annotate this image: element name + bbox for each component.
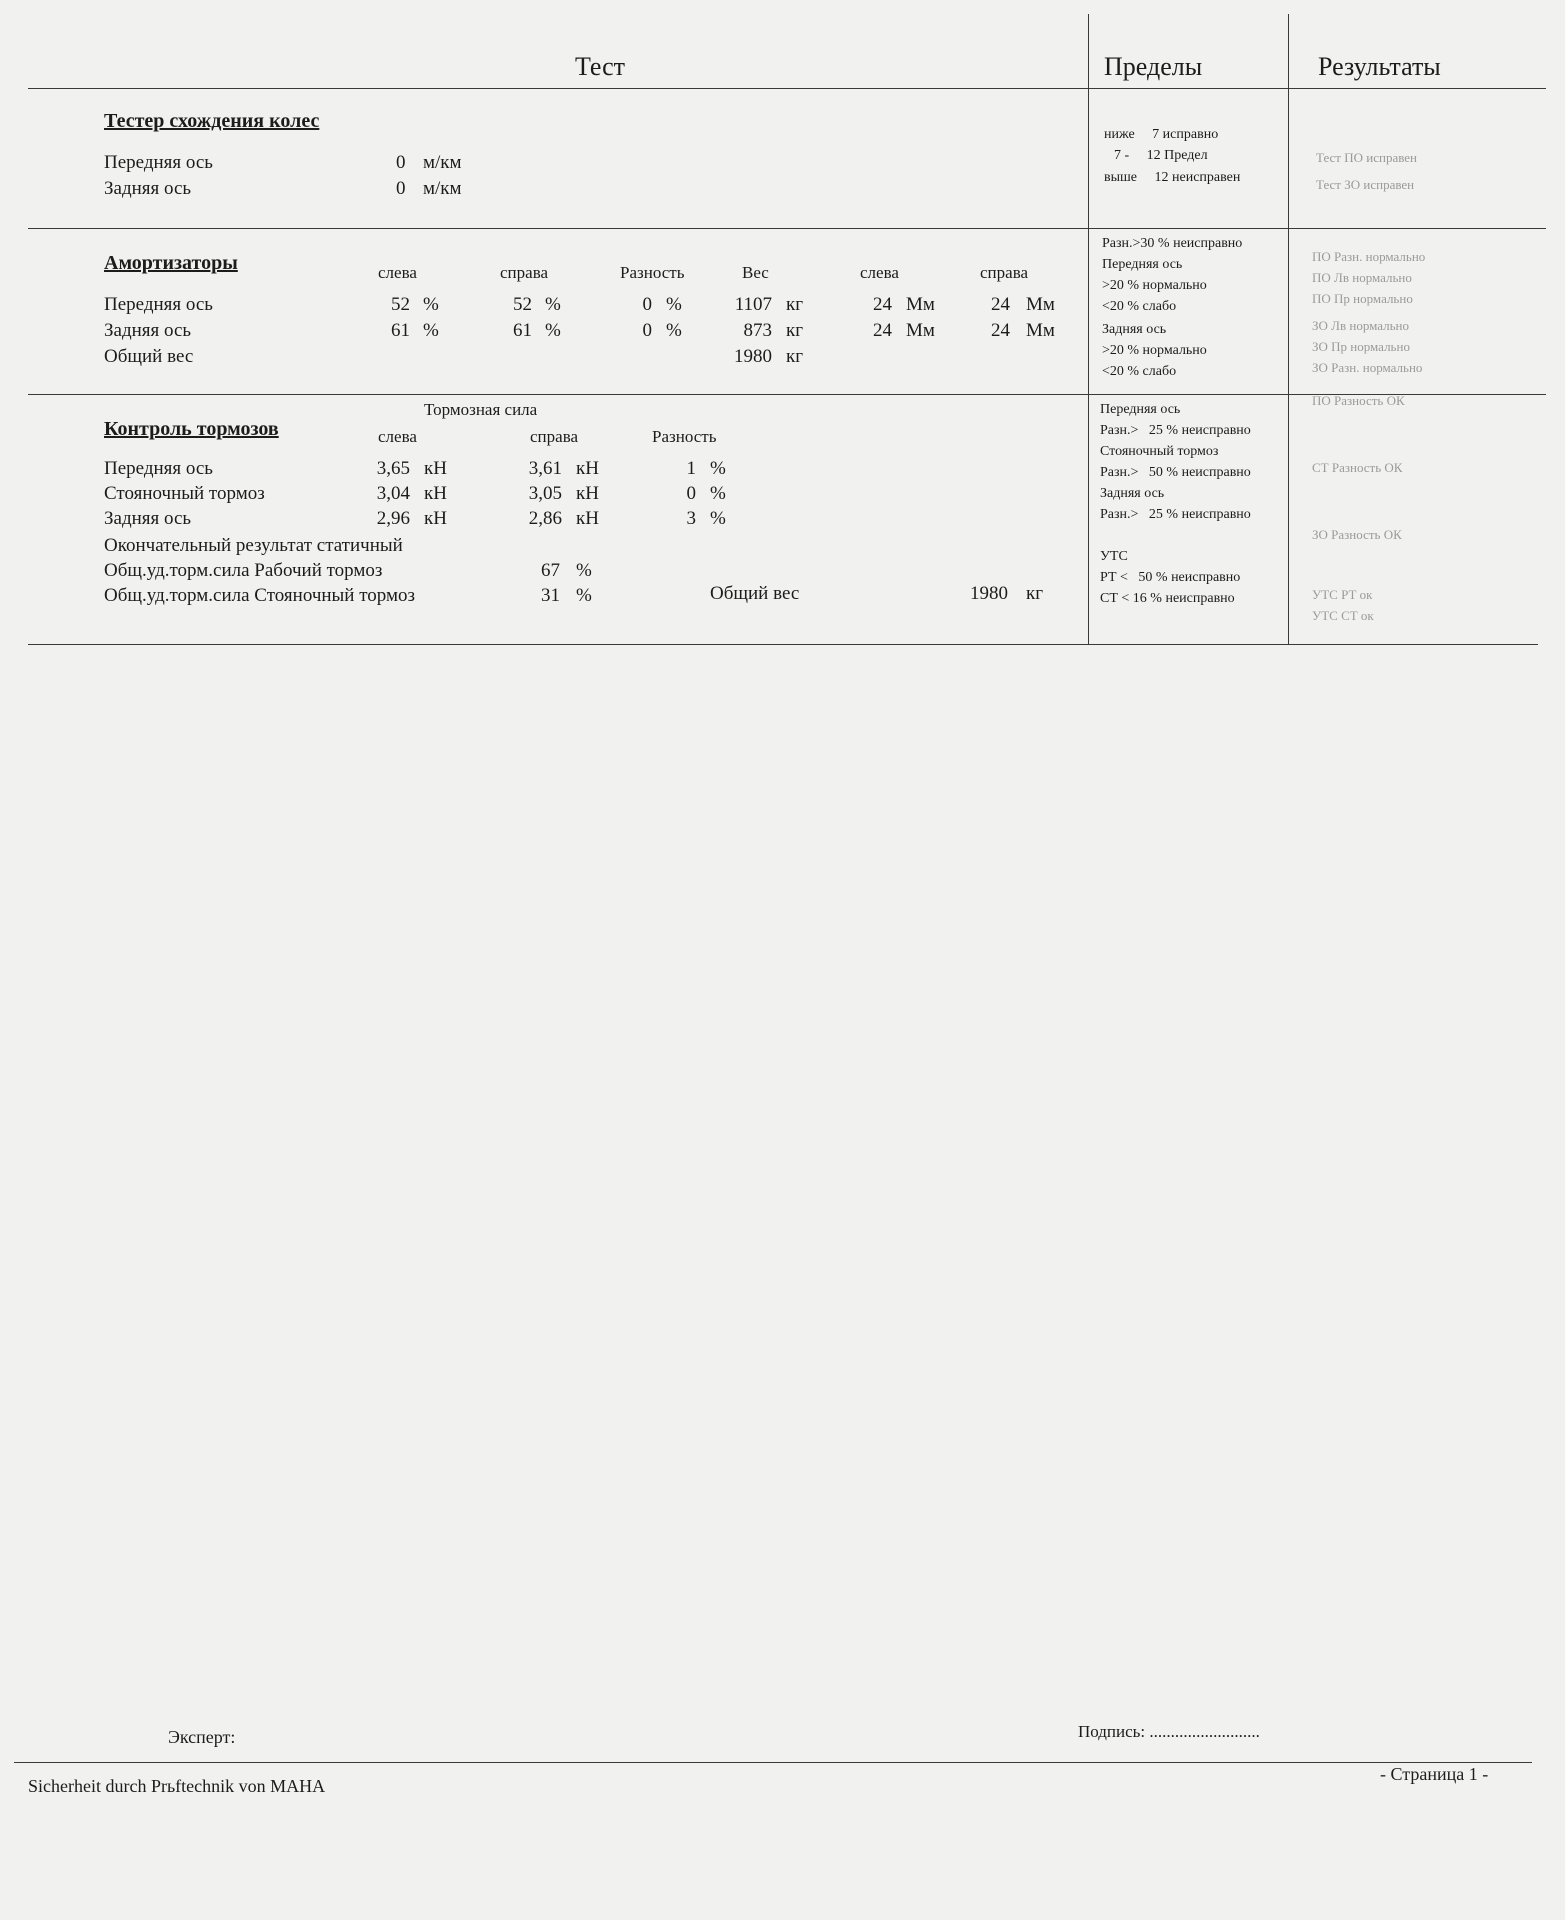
toe-limit-2: 7 - 12 Предел xyxy=(1114,148,1208,163)
shock-result-2: ПО Лв нормально xyxy=(1312,270,1412,285)
shock-limit-1: Разн.>30 % неисправно xyxy=(1102,236,1243,251)
toe-rear-value: 0 xyxy=(396,178,406,199)
shock-limit-2: Передняя ось xyxy=(1102,257,1183,272)
shock-front-label: Передняя ось xyxy=(104,294,213,315)
brakes-result-3: ЗО Разность ОК xyxy=(1312,527,1402,542)
brakes-front-diff-unit: % xyxy=(710,458,726,479)
brakes-parking-total-unit: % xyxy=(576,585,592,606)
brakes-service-label: Общ.уд.торм.сила Рабочий тормоз xyxy=(104,560,383,581)
brakes-parking-label: Стояночный тормоз xyxy=(104,483,265,504)
brakes-rear-right-unit: кН xyxy=(576,508,599,529)
brakes-service-unit: % xyxy=(576,560,592,581)
brakes-parking-diff: 0 xyxy=(686,483,696,504)
toe-result-2: Тест ЗО исправен xyxy=(1316,177,1415,192)
brakes-rear-label: Задняя ось xyxy=(104,508,192,529)
brakes-limit-4: Разн.> 50 % неисправно xyxy=(1100,465,1251,480)
brakes-col-diff: Разность xyxy=(652,427,717,446)
header-rule xyxy=(28,88,1546,89)
brakes-limit-3: Стояночный тормоз xyxy=(1100,444,1219,459)
shock-front-r2-unit: Мм xyxy=(1026,294,1055,315)
brakes-limit-1: Передняя ось xyxy=(1100,402,1181,417)
brakes-rear-left: 2,96 xyxy=(376,508,410,529)
shock-rear-left: 61 xyxy=(391,320,410,341)
brakes-front-label: Передняя ось xyxy=(104,458,213,479)
brakes-limit-9: РТ < 50 % неисправно xyxy=(1100,570,1241,585)
brakes-parking-total-label: Общ.уд.торм.сила Стояночный тормоз xyxy=(104,585,416,606)
toe-front-unit: м/км xyxy=(423,152,462,173)
brakes-limit-2: Разн.> 25 % неисправно xyxy=(1100,423,1251,438)
toe-limit-3: выше 12 неисправен xyxy=(1104,170,1241,185)
shock-col-right2: справа xyxy=(980,263,1029,282)
shock-front-left-unit: % xyxy=(423,294,439,315)
shock-rear-diff-unit: % xyxy=(666,320,682,341)
brakes-group-label: Тормозная сила xyxy=(424,400,538,419)
shock-limit-3: >20 % нормально xyxy=(1102,278,1207,293)
header-test: Тест xyxy=(575,52,625,81)
shock-result-1: ПО Разн. нормально xyxy=(1312,249,1426,264)
limits-divider xyxy=(1088,14,1089,644)
brakes-front-diff: 1 xyxy=(686,458,696,479)
brakes-result-5: УТС СТ ок xyxy=(1312,608,1374,623)
brakes-limit-6: Разн.> 25 % неисправно xyxy=(1100,507,1251,522)
shock-front-weight-unit: кг xyxy=(786,294,804,315)
toe-front-value: 0 xyxy=(396,152,406,173)
shock-rear-weight-unit: кг xyxy=(786,320,804,341)
shock-front-r2: 24 xyxy=(991,294,1010,315)
brakes-parking-diff-unit: % xyxy=(710,483,726,504)
brakes-final-result: Окончательный результат статичный xyxy=(104,535,403,556)
brakes-front-right: 3,61 xyxy=(528,458,562,479)
shock-front-left: 52 xyxy=(391,294,410,315)
brakes-result-4: УТС РТ ок xyxy=(1312,587,1373,602)
toe-rear-unit: м/км xyxy=(423,178,462,199)
header-limits: Пределы xyxy=(1104,52,1203,81)
shock-total-unit: кг xyxy=(786,346,804,367)
shock-result-6: ЗО Разн. нормально xyxy=(1312,360,1423,375)
shock-rear-right-unit: % xyxy=(545,320,561,341)
shock-rear-right: 61 xyxy=(513,320,532,341)
brakes-parking-right: 3,05 xyxy=(528,483,562,504)
shock-rear-label: Задняя ось xyxy=(104,320,192,341)
brakes-col-left: слева xyxy=(378,427,417,446)
shock-result-5: ЗО Пр нормально xyxy=(1312,339,1410,354)
brakes-title: Контроль тормозов xyxy=(104,418,279,440)
brakes-parking-total-value: 31 xyxy=(541,585,560,606)
shock-front-right-unit: % xyxy=(545,294,561,315)
brakes-front-left: 3,65 xyxy=(376,458,410,479)
brakes-limit-8: УТС xyxy=(1100,549,1128,564)
brakes-col-right: справа xyxy=(530,427,579,446)
shock-col-left2: слева xyxy=(860,263,899,282)
brakes-total-weight-label: Общий вес xyxy=(710,583,800,604)
toe-rule xyxy=(28,228,1546,229)
shock-col-weight: Вес xyxy=(742,263,769,282)
expert-label: Эксперт: xyxy=(168,1727,236,1747)
brakes-parking-left: 3,04 xyxy=(376,483,410,504)
shock-title: Амортизаторы xyxy=(104,252,238,274)
brakes-front-left-unit: кН xyxy=(424,458,447,479)
shock-result-3: ПО Пр нормально xyxy=(1312,291,1413,306)
brakes-rear-right: 2,86 xyxy=(528,508,562,529)
shock-limit-6: >20 % нормально xyxy=(1102,343,1207,358)
toe-rear-label: Задняя ось xyxy=(104,178,192,199)
footer-rule xyxy=(14,1762,1532,1763)
shock-total-value: 1980 xyxy=(734,346,772,367)
shock-rear-weight: 873 xyxy=(743,320,772,341)
shock-front-diff: 0 xyxy=(642,294,652,315)
brakes-rear-diff: 3 xyxy=(686,508,696,529)
brakes-total-weight-value: 1980 xyxy=(970,583,1008,604)
shock-front-weight: 1107 xyxy=(734,294,772,315)
brakes-total-weight-unit: кг xyxy=(1026,583,1044,604)
shock-col-diff: Разность xyxy=(620,263,685,282)
shock-rear-r2: 24 xyxy=(991,320,1010,341)
shock-rear-left-unit: % xyxy=(423,320,439,341)
page-number: - Страница 1 - xyxy=(1380,1764,1489,1784)
brakes-parking-right-unit: кН xyxy=(576,483,599,504)
shock-col-right: справа xyxy=(500,263,549,282)
brand-line: Sicherheit durch Prьftechnik von MAHA xyxy=(28,1776,326,1796)
shock-rear-l2: 24 xyxy=(873,320,892,341)
brakes-parking-left-unit: кН xyxy=(424,483,447,504)
shock-front-diff-unit: % xyxy=(666,294,682,315)
brakes-rule xyxy=(28,644,1538,645)
toe-result-1: Тест ПО исправен xyxy=(1316,150,1418,165)
toe-front-label: Передняя ось xyxy=(104,152,213,173)
toe-limit-1: ниже 7 исправно xyxy=(1104,127,1219,142)
shock-total-label: Общий вес xyxy=(104,346,194,367)
shock-front-l2: 24 xyxy=(873,294,892,315)
header-results: Результаты xyxy=(1318,52,1441,81)
results-divider xyxy=(1288,14,1289,644)
brakes-front-right-unit: кН xyxy=(576,458,599,479)
brakes-limit-10: СТ < 16 % неисправно xyxy=(1100,591,1235,606)
shock-front-l2-unit: Мм xyxy=(906,294,935,315)
shock-limit-4: <20 % слабо xyxy=(1102,299,1177,314)
shock-rear-r2-unit: Мм xyxy=(1026,320,1055,341)
shock-rear-diff: 0 xyxy=(642,320,652,341)
shock-rear-l2-unit: Мм xyxy=(906,320,935,341)
toe-title: Тестер схождения колес xyxy=(104,110,320,132)
shock-front-right: 52 xyxy=(513,294,532,315)
shock-result-4: ЗО Лв нормально xyxy=(1312,318,1410,333)
shock-col-left: слева xyxy=(378,263,417,282)
shock-limit-5: Задняя ось xyxy=(1102,322,1167,337)
brakes-result-2: СТ Разность ОК xyxy=(1312,460,1403,475)
signature-line: Подпись: .......................... xyxy=(1078,1722,1260,1741)
brakes-rear-diff-unit: % xyxy=(710,508,726,529)
brakes-rear-left-unit: кН xyxy=(424,508,447,529)
brakes-result-1: ПО Разность ОК xyxy=(1312,393,1405,408)
shock-limit-7: <20 % слабо xyxy=(1102,364,1177,379)
brakes-limit-5: Задняя ось xyxy=(1100,486,1165,501)
brakes-service-value: 67 xyxy=(541,560,560,581)
